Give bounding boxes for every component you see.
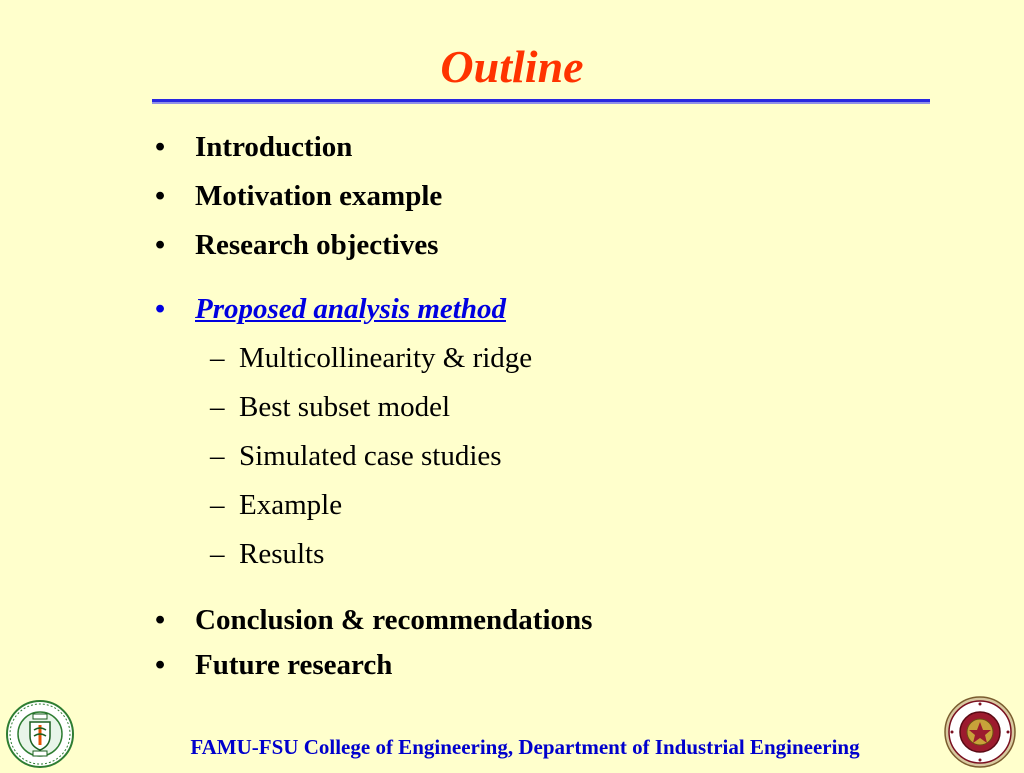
fsu-seal-icon bbox=[944, 696, 1016, 768]
bullet-label: Research objectives bbox=[195, 229, 439, 261]
bullet-research-objectives bbox=[155, 228, 438, 262]
sub-item-multicollinearity bbox=[210, 341, 532, 375]
bullet-symbol: • bbox=[155, 180, 166, 212]
dash-symbol: – bbox=[210, 342, 225, 374]
dash-symbol: – bbox=[210, 440, 225, 472]
sub-item-best-subset bbox=[210, 390, 450, 424]
bullet-symbol: • bbox=[155, 131, 166, 163]
bullet-future-research bbox=[155, 648, 392, 682]
sub-item-example bbox=[210, 488, 342, 522]
dash-symbol: – bbox=[210, 489, 225, 521]
sub-item-results bbox=[210, 537, 324, 571]
sub-item-label: Multicollinearity & ridge bbox=[239, 342, 533, 374]
sub-item-label: Simulated case studies bbox=[239, 440, 502, 472]
bullet-label: Introduction bbox=[195, 131, 353, 163]
bullet-symbol: • bbox=[155, 649, 166, 681]
bullet-proposed-analysis-method bbox=[155, 292, 506, 326]
bullet-motivation-example bbox=[155, 179, 442, 213]
bullet-label: Proposed analysis method bbox=[195, 293, 506, 325]
sub-item-simulated-case-studies bbox=[210, 439, 502, 473]
bullet-symbol: • bbox=[155, 293, 166, 325]
dash-symbol: – bbox=[210, 538, 225, 570]
bullet-conclusion bbox=[155, 603, 592, 637]
sub-item-label: Example bbox=[239, 489, 343, 521]
sub-item-label: Results bbox=[239, 538, 325, 570]
bullet-label: Future research bbox=[195, 649, 393, 681]
slide-title: Outline bbox=[440, 41, 584, 92]
bullet-label: Motivation example bbox=[195, 180, 443, 212]
bullet-introduction bbox=[155, 130, 352, 164]
bullet-label: Conclusion & recommendations bbox=[195, 604, 593, 636]
dash-symbol: – bbox=[210, 391, 225, 423]
bullet-symbol: • bbox=[155, 604, 166, 636]
bullet-symbol: • bbox=[155, 229, 166, 261]
famu-seal-icon bbox=[6, 700, 74, 768]
title-divider bbox=[152, 99, 930, 104]
footer-text: FAMU-FSU College of Engineering, Department of Industrial Engineering bbox=[190, 735, 860, 759]
sub-item-label: Best subset model bbox=[239, 391, 451, 423]
